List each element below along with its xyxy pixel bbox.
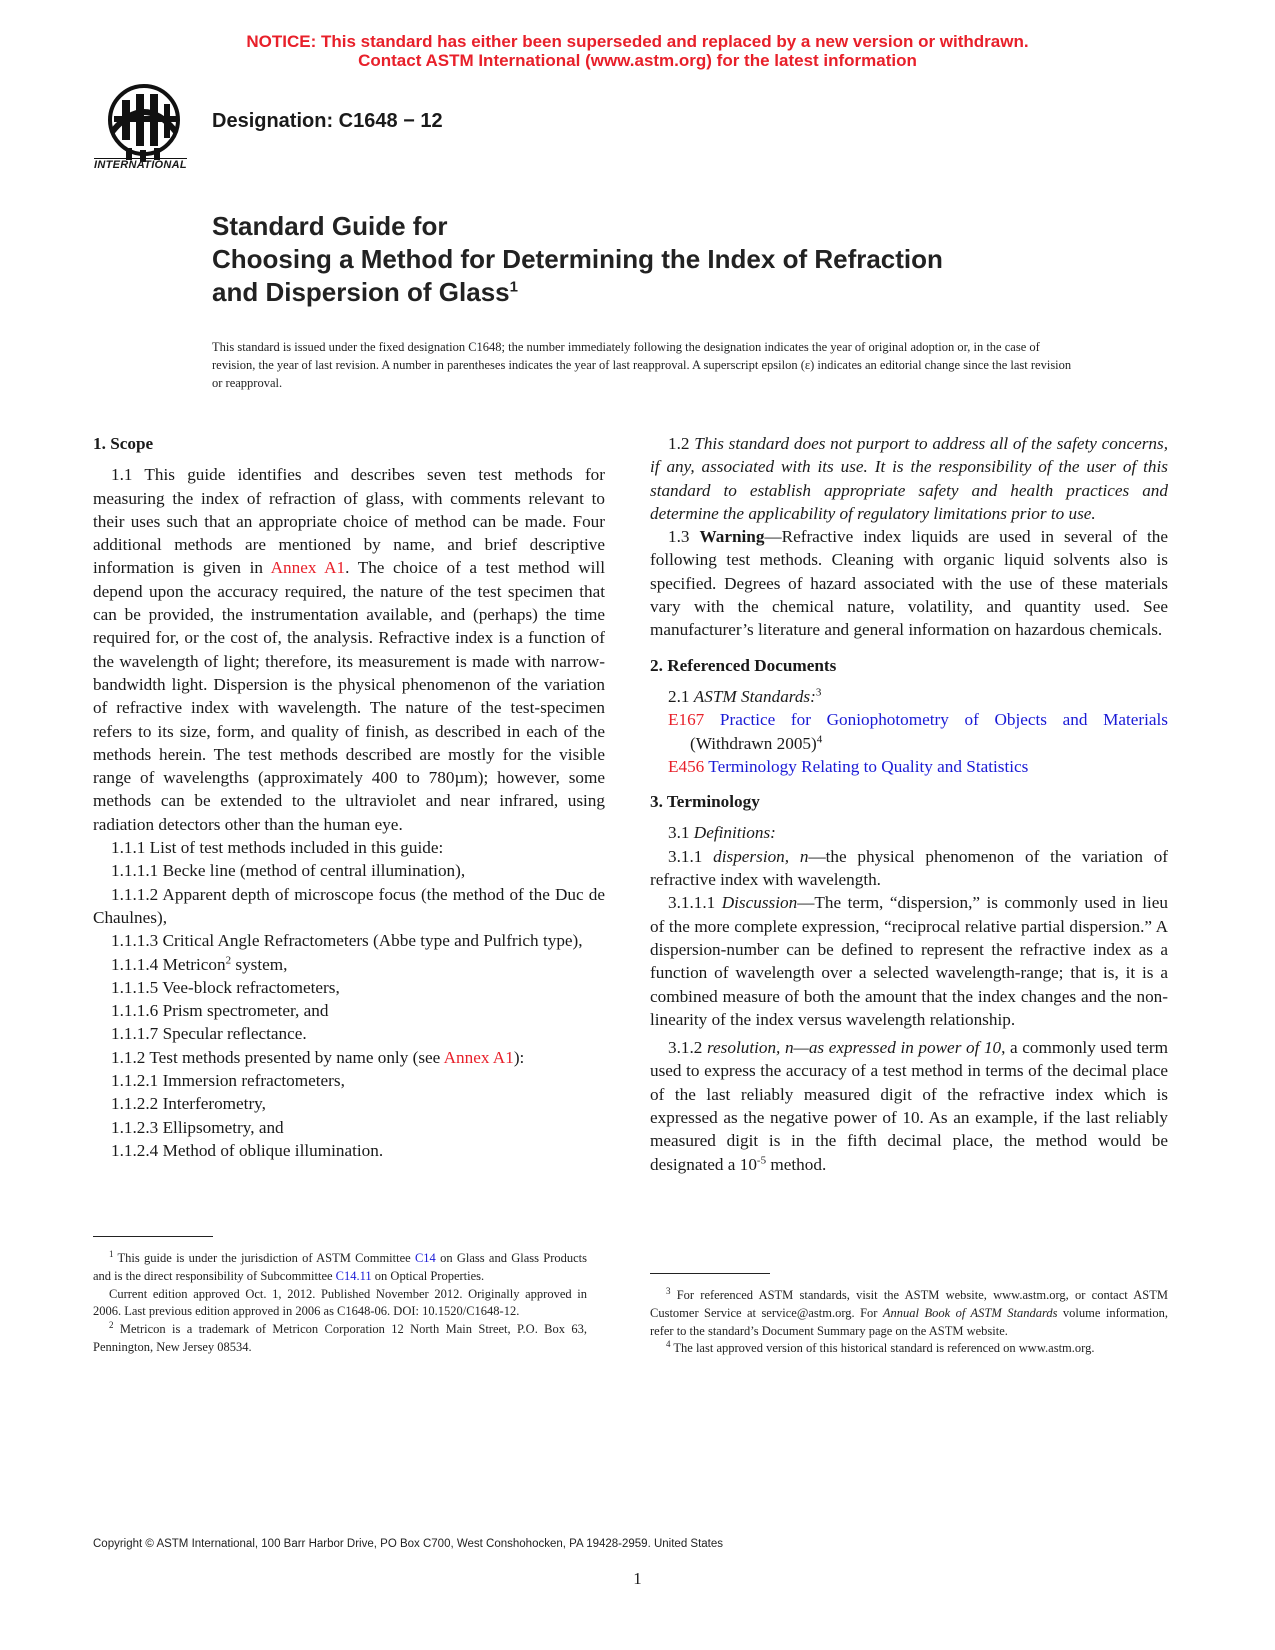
notice-line-2: Contact ASTM International (www.astm.org) for the latest information [358, 51, 917, 70]
reference-e167: E167 Practice for Goniophotometry of Objects and Materials (Withdrawn 2005)$^4$ [668, 710, 1168, 753]
footnote-3: $^3$ For referenced ASTM standards, visit the ASTM website, www.astm.org, or contact ASTM Customer Service at service@astm.org. For Annual Book of ASTM Standards volume information, refer to the standard’s Document Summary page on the ASTM website. [650, 1285, 1168, 1338]
copyright-line: Copyright © ASTM International, 100 Barr Harbor Drive, PO Box C700, West Conshohocken, PA 19428-2959. United States [93, 1538, 724, 1550]
ref-e167-code-link[interactable]: E167 [668, 710, 705, 730]
para-1-1: 1.1 This guide identifies and describes seven test methods for measuring the index of refraction of glass, with comments relevant to their uses such that an appropriate choice of method can be made. Four additional methods are mentioned by name, and brief descriptive information is given in Annex A1. The choice of a test method will depend upon the accuracy required, the nature of the test specimen that can be provided, the instrumentation available, and (perhaps) the time required for, or the cost of, the analysis. Refractive index is a function of the wavelength of light; therefore, its measurement is made with narrow-bandwidth light. Dispersion is the physical phenomenon of the variation of refractive index with wavelength. The nature of the test-specimen refers to its size, form, and quality of finish, as described in each of the methods herein. The test methods described are mostly for the visible range of wavelengths (approximately 400 to 780µm); however, some methods can be extended to the ultraviolet and near infrared, using radiation detectors other than the human eye. [93, 465, 605, 834]
document-title [212, 210, 943, 309]
superseded-notice [0, 32, 1275, 70]
footnotes-left [93, 1250, 587, 1357]
para-1-2: 1.2 This standard does not purport to address all of the safety concerns, if any, associated with its use. It is the responsibility of the user of this standard to establish appropriate safety and health practices and determine the applicability of regulatory limitations prior to use. [650, 434, 1169, 523]
para-1-1-2-1: 1.1.2.1 Immersion refractometers, [111, 1071, 345, 1091]
footnote-edition: Current edition approved Oct. 1, 2012. Published November 2012. Originally approved in 2006. Last previous edition approved in 2006 as C1648-06. DOI: 10.1520/C1648-12. [93, 1286, 587, 1319]
para-1-1-2-3: 1.1.2.3 Ellipsometry, and [111, 1117, 284, 1137]
ref-e167-title-link[interactable]: Practice for Goniophotometry of Objects and Materials [704, 710, 1168, 730]
title-line-2: Choosing a Method for Determining the Index of Refraction [212, 244, 943, 274]
para-1-1-1-2: 1.1.1.2 Apparent depth of microscope focus (the method of the Duc de Chaulnes), [93, 884, 605, 927]
issued-note: This standard is issued under the fixed designation C1648; the number immediately following the designation indicates the year of original adoption or, in the case of revision, the year of last revision. A number in parentheses indicates the year of last reapproval. A superscript epsilon (ε) indicates an editorial change since the last revision or reapproval. [212, 340, 1072, 390]
astm-logo [92, 82, 202, 180]
left-column [93, 432, 605, 1162]
para-1-1-1-3: 1.1.1.3 Critical Angle Refractometers (Abbe type and Pulfrich type), [111, 931, 583, 951]
para-1-1-1-4: 1.1.1.4 Metricon$^2$ system, [111, 953, 288, 974]
para-3-1-1-1: 3.1.1.1 Discussion—The term, “dispersion,” is commonly used in lieu of the more complete expression, “reciprocal relative partial dispersion.” A dispersion-number can be defined to represent the refractive index as a function of wavelength over a selected wavelength-range; that is, it is a combined measure of both the amount that the index changes and the non-linearity of the index versus wavelength relationship. [650, 893, 1168, 1029]
para-3-1-1: 3.1.1 dispersion, n—the physical phenomenon of the variation of refractive index with wavelength. [650, 846, 1169, 890]
logo-text: INTERNATIONAL [94, 159, 187, 171]
annex-a1-link[interactable]: Annex A1 [270, 558, 346, 578]
right-column [650, 432, 1168, 1176]
ref-e456-code-link[interactable]: E456 [668, 756, 705, 776]
para-1-3: 1.3 Warning—Refractive index liquids are used in several of the following test methods. Cleaning with organic liquid solvents also is specified. Degrees of hazard associated with the use of these materials vary with the chemical nature, volatility, and quantity used. See manufacturer’s literature and general information on hazardous chemicals. [650, 527, 1168, 640]
para-1-1-2: 1.1.2 Test methods presented by name only (see Annex A1): [111, 1047, 525, 1067]
footnote-rule-right [650, 1273, 770, 1274]
para-1-1-1: 1.1.1 List of test methods included in this guide: [111, 838, 444, 858]
annex-a1-link-2[interactable]: Annex A1 [443, 1047, 514, 1067]
title-line-1: Standard Guide for [212, 211, 448, 241]
section-heading-scope: 1. Scope [93, 434, 154, 453]
footnote-ref-2[interactable]: 2 [225, 953, 232, 966]
footnote-1: $^1$ This guide is under the jurisdiction of ASTM Committee C14 on Glass and Glass Products and is the direct responsibility of Subcommittee C14.11 on Optical Properties. [93, 1248, 588, 1283]
footnotes-right [650, 1287, 1168, 1358]
para-3-1-2: 3.1.2 resolution, n—as expressed in power of 10, a commonly used term used to express the accuracy of a test method in terms of the decimal place of the last reliably measured digit of the refractive index which is expressed as the negative power of 10. As an example, if the last reliably measured digit is in the fifth decimal place, the method would be designated a $10^{-5}$ method. [650, 1038, 1168, 1174]
ref-e456-title-link[interactable]: Terminology Relating to Quality and Statistics [704, 756, 1029, 776]
para-3-1: 3.1 Definitions: [668, 823, 776, 843]
title-line-3: and Dispersion of Glass [212, 277, 510, 307]
para-2-1: 2.1 ASTM Standards:$^3$ [668, 686, 822, 706]
designation: Designation: C1648 − 12 [212, 110, 443, 132]
page-number: 1 [633, 1569, 642, 1588]
footnote-rule-left [93, 1236, 213, 1237]
para-1-1-2-4: 1.1.2.4 Method of oblique illumination. [111, 1140, 384, 1160]
notice-line-1: NOTICE: This standard has either been superseded and replaced by a new version or withdrawn. [246, 32, 1029, 51]
section-heading-referenced: 2. Referenced Documents [650, 655, 837, 675]
section-heading-terminology: 3. Terminology [650, 792, 760, 812]
para-1-1-1-7: 1.1.1.7 Specular reflectance. [111, 1024, 307, 1044]
para-1-1-1-1: 1.1.1.1 Becke line (method of central illumination), [111, 861, 466, 881]
footnote-4: $^4$ The last approved version of this historical standard is referenced on www.astm.org. [666, 1339, 1095, 1356]
subcommittee-c14-11-link[interactable]: C14.11 [335, 1268, 372, 1283]
title-footnote-ref[interactable]: 1 [509, 278, 518, 296]
para-1-1-1-6: 1.1.1.6 Prism spectrometer, and [111, 1001, 329, 1021]
para-1-1-1-5: 1.1.1.5 Vee-block refractometers, [111, 977, 340, 997]
reference-e456 [668, 755, 1168, 778]
committee-c14-link[interactable]: C14 [414, 1251, 436, 1265]
para-1-1-2-2: 1.1.2.2 Interferometry, [111, 1094, 266, 1114]
footnote-2: $^2$ Metricon is a trademark of Metricon Corporation 12 North Main Street, P.O. Box 63, Pennington, New Jersey 08534. [93, 1320, 587, 1354]
